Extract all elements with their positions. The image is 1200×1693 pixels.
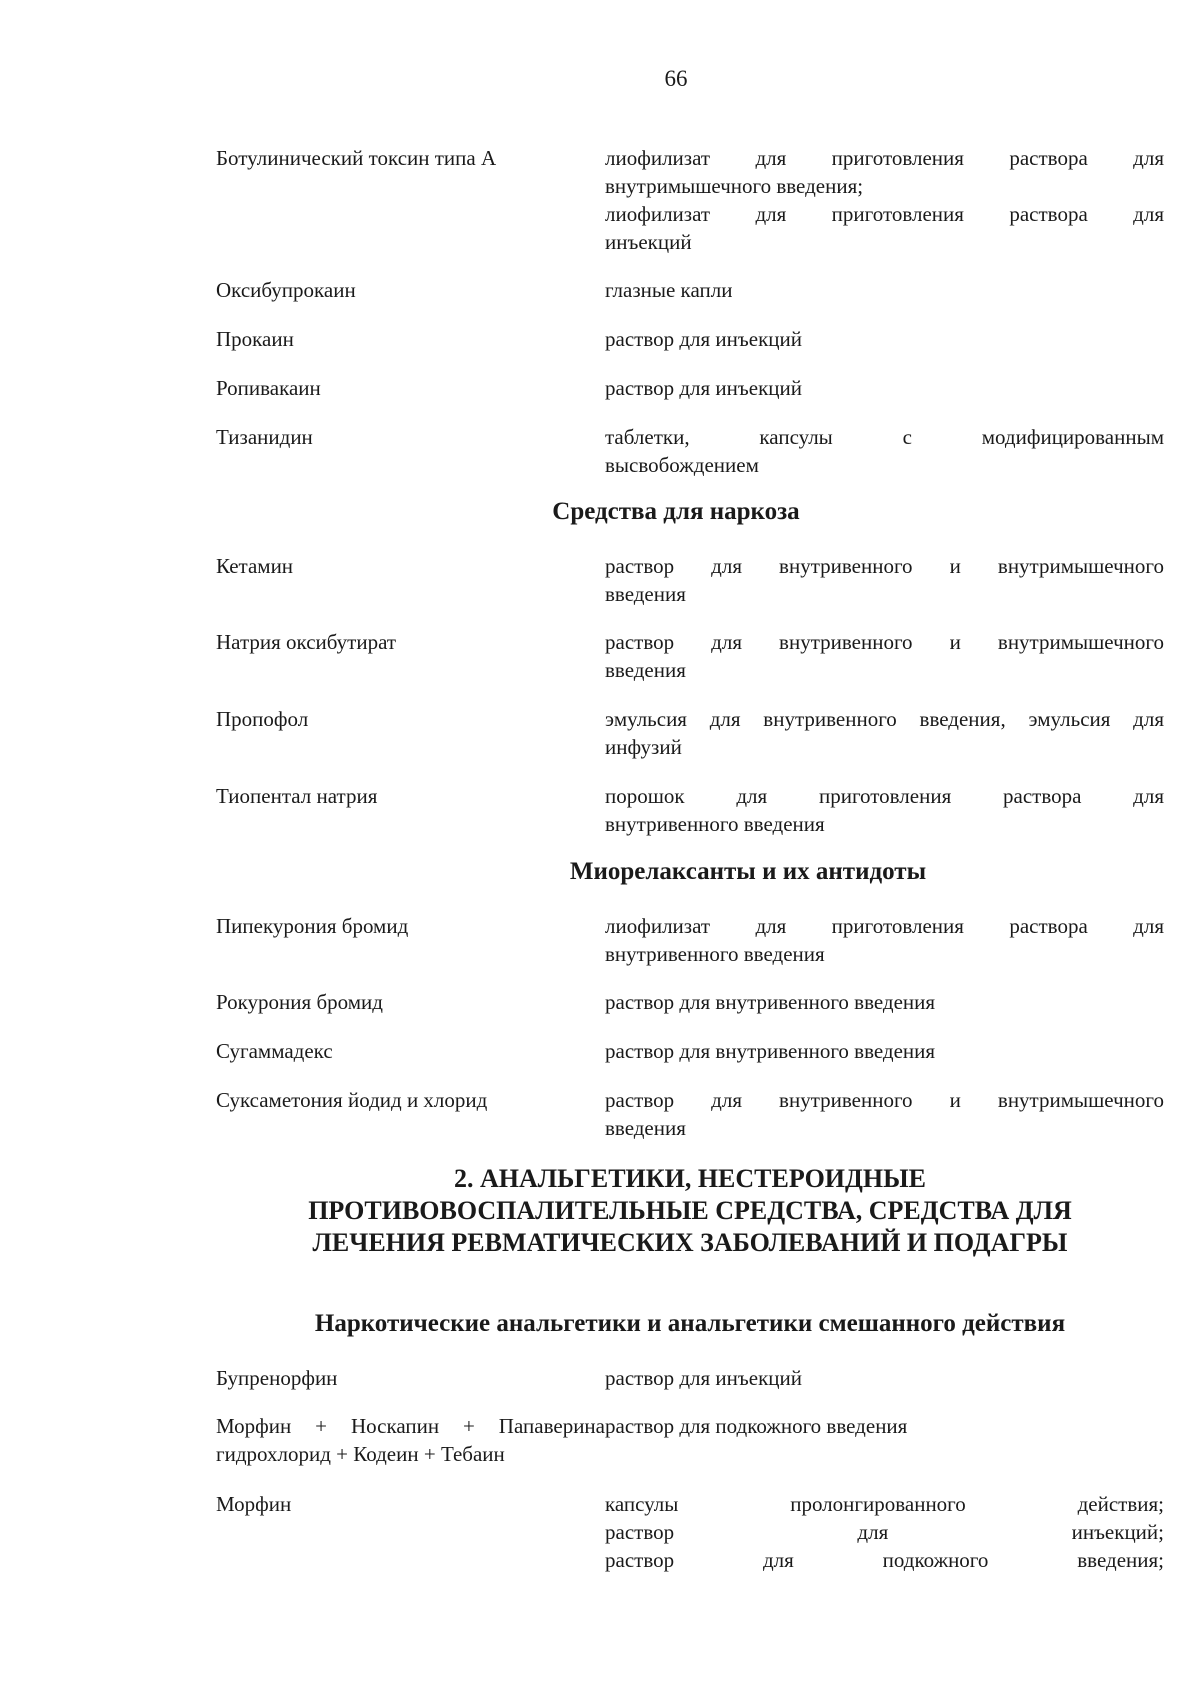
dosage-form-line: раствор для инъекций xyxy=(605,1366,802,1390)
drug-row xyxy=(216,1086,1164,1142)
drug-name: Оксибупрокаин xyxy=(216,278,356,302)
dosage-form-line: эмульсия для внутривенного введения, эмульсия для xyxy=(605,707,1164,731)
dosage-form xyxy=(605,423,1164,479)
drug-row xyxy=(216,1037,1164,1065)
dosage-form-line: раствор для внутривенного и внутримышечного xyxy=(605,630,1164,654)
drug-name-line: Морфин + Носкапин + Папаверина xyxy=(216,1414,605,1438)
section-heading: Средства для наркоза xyxy=(552,498,800,525)
dosage-form-line: раствор для внутривенного и внутримышечного xyxy=(605,1088,1164,1112)
page-number: 66 xyxy=(664,66,688,91)
dosage-form-line: раствор для внутривенного введения xyxy=(605,1039,936,1063)
dosage-form xyxy=(605,1412,1164,1468)
drug-name: Рокурония бромид xyxy=(216,990,383,1014)
chapter-heading xyxy=(216,1163,1164,1259)
drug-row xyxy=(216,374,1164,402)
dosage-form-line: порошок для приготовления раствора для xyxy=(605,784,1164,808)
dosage-form xyxy=(605,144,1164,256)
dosage-form-line: внутримышечного введения; xyxy=(605,174,864,198)
drug-name: Сугаммадекс xyxy=(216,1039,333,1063)
dosage-form xyxy=(605,1490,1164,1574)
drug-name: Пипекурония бромид xyxy=(216,914,409,938)
drug-row xyxy=(216,325,1164,353)
dosage-form-line: высвобождением xyxy=(605,453,759,477)
section-heading: Наркотические анальгетики и анальгетики смешанного действия xyxy=(314,1310,1066,1337)
dosage-form-line: раствор для внутривенного и внутримышечного xyxy=(605,554,1164,578)
drug-name: Суксаметония йодид и хлорид xyxy=(216,1088,488,1112)
drug-row xyxy=(216,782,1164,838)
dosage-form xyxy=(605,782,1164,838)
dosage-form-line: капсулы пролонгированного действия; xyxy=(605,1492,1164,1516)
drug-name: Пропофол xyxy=(216,707,309,731)
dosage-form xyxy=(605,1086,1164,1142)
dosage-form xyxy=(605,374,1164,402)
drug-row xyxy=(216,423,1164,479)
drug-name: Бупренорфин xyxy=(216,1366,338,1390)
dosage-form-line: внутривенного введения xyxy=(605,812,825,836)
dosage-form-line: введения xyxy=(605,1116,686,1140)
section-heading: Миорелаксанты и их антидоты xyxy=(569,858,927,885)
drug-row xyxy=(216,988,1164,1016)
drug-name: Тиопентал натрия xyxy=(216,784,378,808)
dosage-form xyxy=(605,1037,1164,1065)
drug-name-line: гидрохлорид + Кодеин + Тебаин xyxy=(216,1442,505,1466)
drug-row xyxy=(216,628,1164,684)
dosage-form-line: введения xyxy=(605,582,686,606)
drug-name: Кетамин xyxy=(216,554,294,578)
drug-row xyxy=(216,1412,1164,1468)
dosage-form-line: раствор для инъекций xyxy=(605,327,802,351)
drug-name xyxy=(216,1412,605,1468)
dosage-form xyxy=(605,325,1164,353)
dosage-form-line: раствор для подкожного введения xyxy=(605,1414,908,1438)
drug-name: Прокаин xyxy=(216,327,294,351)
drug-name: Тизанидин xyxy=(216,425,313,449)
dosage-form xyxy=(605,276,1164,304)
chapter-heading-line: 2. АНАЛЬГЕТИКИ, НЕСТЕРОИДНЫЕ xyxy=(453,1164,927,1193)
dosage-form-line: раствор для подкожного введения; xyxy=(605,1548,1164,1572)
drug-name: Ботулинический токсин типа А xyxy=(216,146,497,170)
dosage-form xyxy=(605,552,1164,608)
chapter-heading-line: ПРОТИВОВОСПАЛИТЕЛЬНЫЕ СРЕДСТВА, СРЕДСТВА ДЛЯ xyxy=(308,1196,1072,1225)
drug-row xyxy=(216,144,1164,256)
dosage-form-line: глазные капли xyxy=(605,278,733,302)
drug-row xyxy=(216,276,1164,304)
dosage-form-line: лиофилизат для приготовления раствора для xyxy=(605,914,1164,938)
chapter-heading-line: ЛЕЧЕНИЯ РЕВМАТИЧЕСКИХ ЗАБОЛЕВАНИЙ И ПОДАГРЫ xyxy=(312,1228,1068,1257)
dosage-form-line: раствор для внутривенного введения xyxy=(605,990,936,1014)
dosage-form-line: таблетки, капсулы с модифицированным xyxy=(605,425,1164,449)
dosage-form-line: внутривенного введения xyxy=(605,942,825,966)
drug-row xyxy=(216,912,1164,968)
dosage-form xyxy=(605,705,1164,761)
dosage-form-line: инфузий xyxy=(605,735,682,759)
dosage-form xyxy=(605,1364,1164,1392)
drug-row xyxy=(216,1364,1164,1392)
drug-row xyxy=(216,552,1164,608)
dosage-form-line: инъекций xyxy=(605,230,692,254)
dosage-form-line: введения xyxy=(605,658,686,682)
drug-name: Ропивакаин xyxy=(216,376,321,400)
dosage-form-line: раствор для инъекций xyxy=(605,376,802,400)
drug-name: Натрия оксибутират xyxy=(216,630,397,654)
dosage-form-line: раствор для инъекций; xyxy=(605,1520,1164,1544)
dosage-form xyxy=(605,628,1164,684)
drug-row xyxy=(216,1490,1164,1574)
dosage-form-line: лиофилизат для приготовления раствора для xyxy=(605,146,1164,170)
dosage-form-line: лиофилизат для приготовления раствора для xyxy=(605,202,1164,226)
dosage-form xyxy=(605,988,1164,1016)
drug-name: Морфин xyxy=(216,1492,292,1516)
drug-row xyxy=(216,705,1164,761)
dosage-form xyxy=(605,912,1164,968)
